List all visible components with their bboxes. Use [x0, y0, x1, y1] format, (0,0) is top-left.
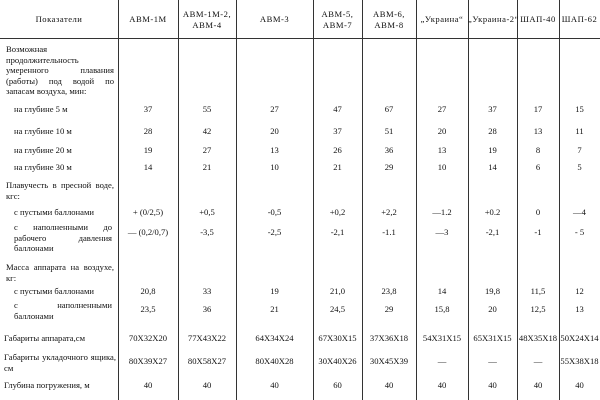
table-cell: 14 — [143, 162, 153, 172]
table-cell: 37X36X18 — [369, 333, 409, 343]
table-cell: 19 — [143, 145, 153, 155]
table-cell: -2,1 — [330, 227, 345, 237]
table-cell: 19 — [488, 145, 497, 155]
table-cell: 0 — [535, 207, 541, 217]
table-cell: 10 — [437, 162, 447, 172]
table-cell: +2,2 — [381, 207, 397, 217]
table-cell: -1 — [534, 227, 542, 237]
table-cell: 13 — [533, 126, 543, 136]
header-col-4: АВМ-5, АВМ-7 — [321, 9, 354, 30]
table-cell: 6 — [535, 162, 541, 172]
header-label-column: Показатели — [35, 14, 83, 24]
table-cell: 20 — [437, 126, 447, 136]
section-title-buoyancy: Плавучесть в пресной воде, кгс: — [6, 180, 114, 201]
row-label: с наполненными баллонами — [14, 300, 112, 321]
table-cell: 27 — [437, 104, 447, 114]
table-cell: 64X34X24 — [255, 333, 294, 343]
table-cell: 20 — [270, 126, 279, 136]
table-cell: +0.2 — [484, 207, 501, 217]
row-label: Глубина погружения, м — [4, 380, 90, 390]
table-cell: - 5 — [574, 227, 585, 237]
table-cell: 7 — [577, 145, 582, 155]
table-cell: 10 — [270, 162, 279, 172]
table-cell: 19,8 — [484, 286, 501, 296]
table-cell: 37 — [333, 126, 342, 136]
table-cell: 55X38X18 — [560, 356, 599, 366]
table-cell: 36 — [202, 304, 212, 314]
table-cell: 15 — [575, 104, 584, 114]
table-cell: 80X40X28 — [255, 356, 294, 366]
header-col-3: АВМ-3 — [259, 14, 290, 24]
header-col-2: АВМ-1М-2, АВМ-4 — [182, 9, 232, 30]
table-cell: 21,0 — [329, 286, 346, 296]
table-cell: 24,5 — [329, 304, 346, 314]
table-cell: 40 — [533, 380, 543, 390]
table-cell: 8 — [535, 145, 541, 155]
table-cell: 26 — [333, 145, 342, 155]
table-cell: -3,5 — [200, 227, 214, 237]
table-cell: —3 — [435, 227, 449, 237]
table-cell: 36 — [384, 145, 394, 155]
table-cell: 11 — [575, 126, 584, 136]
table-cell: 11,5 — [530, 286, 546, 296]
table-cell: 20,8 — [140, 286, 156, 296]
table-cell: 29 — [384, 162, 394, 172]
table-cell: 51 — [384, 126, 394, 136]
table-cell: 48X35X18 — [518, 333, 558, 343]
section-title-mass: Масса аппарата на воздухе, кг: — [6, 262, 114, 283]
table-cell: 40 — [575, 380, 584, 390]
table-cell: 30X40X26 — [318, 356, 357, 366]
row-label: на глубине 30 м — [14, 162, 72, 172]
table-cell: 12,5 — [530, 304, 546, 314]
table-cell: 13 — [270, 145, 279, 155]
table-cell: 37 — [488, 104, 497, 114]
table-cell: 27 — [270, 104, 279, 114]
table-cell: 29 — [384, 304, 394, 314]
table-cell: 14 — [437, 286, 447, 296]
table-cell: 17 — [533, 104, 543, 114]
table-cell: 33 — [202, 286, 212, 296]
table-cell: 40 — [270, 380, 279, 390]
table-cell: 60 — [333, 380, 342, 390]
table-cell: — — [437, 356, 447, 366]
table-cell: 77X43X22 — [187, 333, 227, 343]
table-cell: 30X45X39 — [369, 356, 409, 366]
header-col-1: АВМ-1М — [129, 14, 167, 24]
row-label: с наполненными до рабочего давления баллонами — [14, 222, 112, 253]
table-cell: 15,8 — [434, 304, 450, 314]
table-cell: 13 — [575, 304, 584, 314]
header-col-8: ШАП-40 — [520, 14, 556, 24]
table-cell: -0,5 — [267, 207, 282, 217]
table-cell: 40 — [488, 380, 497, 390]
table-cell: 80X39X27 — [128, 356, 168, 366]
table-cell: 5 — [577, 162, 582, 172]
table-cell: 14 — [488, 162, 497, 172]
table-cell: 40 — [384, 380, 394, 390]
table-cell: 13 — [437, 145, 447, 155]
table-cell: 21 — [333, 162, 342, 172]
table-cell: 40 — [143, 380, 153, 390]
table-cell: 28 — [143, 126, 153, 136]
header-rule — [0, 38, 600, 39]
table-cell: 42 — [202, 126, 212, 136]
table-cell: 40 — [437, 380, 447, 390]
row-label: Габариты укладочного ящика, см — [4, 352, 116, 373]
table-cell: 20 — [488, 304, 497, 314]
table-cell: +0,2 — [329, 207, 346, 217]
table-cell: —4 — [573, 207, 586, 217]
header-col-5: АВМ-6, АВМ-8 — [373, 9, 405, 30]
table-cell: -2,5 — [267, 227, 282, 237]
row-label: на глубине 20 м — [14, 145, 72, 155]
table-cell: 40 — [202, 380, 212, 390]
table-cell: — — [533, 356, 543, 366]
table-cell: 80X58X27 — [187, 356, 227, 366]
table-cell: 19 — [270, 286, 279, 296]
row-label: с пустыми баллонами — [14, 286, 94, 296]
table-cell: 27 — [202, 145, 212, 155]
table-cell: — — [488, 356, 497, 366]
table-cell: — (0,2/0,7) — [127, 227, 169, 237]
table-cell: 21 — [270, 304, 279, 314]
table-cell: -2,1 — [485, 227, 500, 237]
table-cell: 23,8 — [381, 286, 397, 296]
table-cell: -1.1 — [382, 227, 396, 237]
section-title-duration: Возможная продолжительность умеренного плавания (работы) под водой по запасам воздуха, мин: — [6, 44, 114, 96]
table-cell: + (0/2,5) — [132, 207, 164, 217]
table-cell: 28 — [488, 126, 497, 136]
table-cell: 55 — [202, 104, 212, 114]
header-col-9: ШАП-62 — [561, 14, 598, 24]
header-col-7: „Украина-2“ — [468, 14, 519, 24]
table-cell: +0,5 — [199, 207, 215, 217]
table-cell: 67 — [384, 104, 394, 114]
row-label: на глубине 10 м — [14, 126, 72, 136]
table-cell: 37 — [143, 104, 153, 114]
row-label: с пустыми баллонами — [14, 207, 94, 217]
table-cell: 23,5 — [140, 304, 156, 314]
table-cell: 70X32X20 — [128, 333, 168, 343]
row-label: Габариты аппарата,см — [4, 333, 86, 343]
table-cell: 54X31X15 — [422, 333, 462, 343]
table-cell: 50X24X14 — [560, 333, 599, 343]
table-cell: 65X31X15 — [473, 333, 512, 343]
header-col-6: „Украина“ — [420, 14, 464, 24]
table-cell: 67X30X15 — [318, 333, 357, 343]
table-cell: —1.2 — [432, 207, 452, 217]
table-cell: 47 — [333, 104, 342, 114]
table-cell: 21 — [202, 162, 212, 172]
table-cell: 12 — [575, 286, 584, 296]
row-label: на глубине 5 м — [14, 104, 68, 114]
